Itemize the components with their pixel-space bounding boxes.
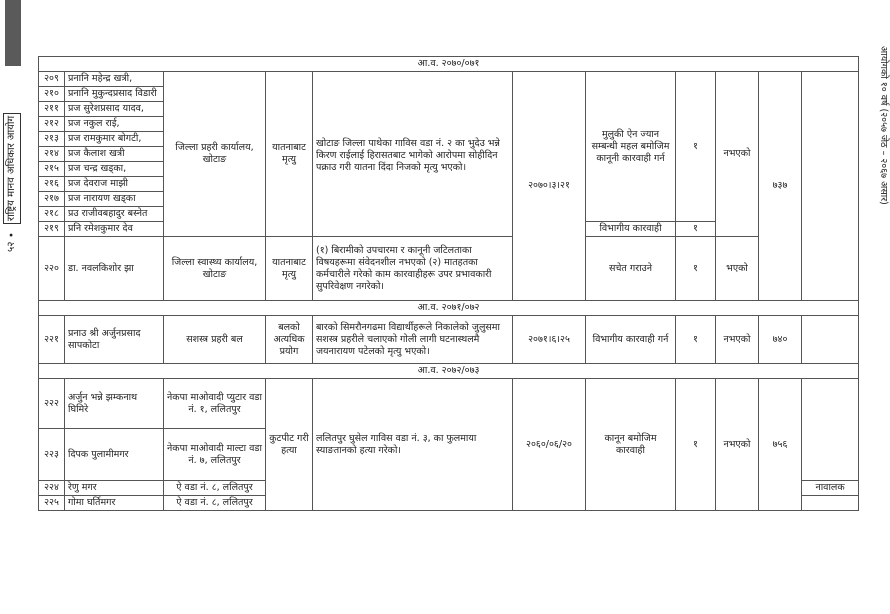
office: नेकपा माओवादी प्युटार वडा नं. १, ललितपुर: [164, 379, 266, 429]
decision-number: ७३७: [759, 72, 802, 301]
decision-date: २०७१।६।२५: [513, 316, 586, 364]
serial-number: २२२: [39, 379, 65, 429]
incident-description: बारको सिमरौनगढमा विद्यार्थीहरूले निकालेको जुलुसमा सशस्त्र प्रहरीले चलाएको गोली लागी घटनास्थलमै जयनारायण पटेलको मृत्यु भएको।: [313, 316, 513, 364]
serial-number: २१५: [39, 162, 65, 177]
perpetrator-name: प्रउ राजीवबहादुर बस्नेत: [65, 207, 164, 222]
incident-description: (१) बिरामीको उपचारमा र कानूनी जटिलताका विषयहरूमा संवेदनशील नभएको (२) मातहतका कर्मचारीले गरेको काम कारवाहीहरू उपर प्रभावकारी सुपरिवेक्षण नगरेको।: [313, 237, 513, 301]
serial-number: २०९: [39, 72, 65, 87]
decision-number: ७५६: [759, 379, 802, 511]
perpetrator-name: दिपक पुलामीमगर: [65, 429, 164, 481]
incident-description: खोटाङ जिल्ला पाथेका गाविस वडा नं. २ का भुदेउ भन्ने किरण राईलाई हिरासतबाट भागेको आरोपमा सोहीदिन पक्राउ गरी यातना दिंदा निजको मृत्यु भएको।: [313, 72, 513, 237]
serial-number: २१७: [39, 192, 65, 207]
remark-minor: नावालक: [802, 481, 859, 496]
perpetrator-name: डा. नवलकिशोर झा: [65, 237, 164, 301]
remarks: [802, 379, 859, 481]
perpetrator-name: प्रनानि महेन्द्र खत्री,: [65, 72, 164, 87]
remarks: [802, 72, 859, 301]
office: जिल्ला स्वास्थ्य कार्यालय, खोटाङ: [164, 237, 266, 301]
incident-description: ललितपुर घुसेल गाविस वडा नं. ३, का फुलमाया स्याङतानको हत्या गरेको।: [313, 379, 513, 511]
serial-number: २२१: [39, 316, 65, 364]
decision-date: २०६०/०६/२०: [513, 379, 586, 511]
implementation-status: नभएको: [716, 316, 759, 364]
perpetrator-name: प्रज नकुल राई,: [65, 117, 164, 132]
perpetrator-name: प्रज देवराज माझी: [65, 177, 164, 192]
implementation-status: भएको: [716, 237, 759, 301]
serial-number: २११: [39, 102, 65, 117]
serial-number: २२४: [39, 481, 65, 496]
perpetrator-name: गोमा घर्तिमगर: [65, 496, 164, 511]
serial-number: २२५: [39, 496, 65, 511]
decision-date: २०७०।३।२१: [513, 72, 586, 301]
perpetrator-name: प्रनि रमेशकुमार देव: [65, 222, 164, 237]
recommended-action: विभागीय कारवाही: [586, 222, 676, 237]
office: नेकपा माओवादी माल्टा वडा नं. ७, ललितपुर: [164, 429, 266, 481]
perpetrator-name: प्रनानि मुकुन्दप्रसाद विडारी: [65, 87, 164, 102]
violation-type: कुटपीट गरी हत्या: [266, 379, 313, 511]
serial-number: २१९: [39, 222, 65, 237]
serial-number: २१६: [39, 177, 65, 192]
count: १: [676, 72, 716, 222]
decision-number: ७४०: [759, 316, 802, 364]
perpetrator-name: प्रज सुरेशप्रसाद यादव,: [65, 102, 164, 117]
implementation-status: नभएको: [716, 379, 759, 511]
serial-number: २१०: [39, 87, 65, 102]
perpetrator-name: प्रज चन्द्र खड्का,: [65, 162, 164, 177]
implementation-status: नभएको: [716, 72, 759, 237]
serial-number: २१४: [39, 147, 65, 162]
recommended-action: विभागीय कारवाही गर्न: [586, 316, 676, 364]
left-running-header: ५२ • राष्ट्रिय मानव अधिकार आयोग: [2, 72, 22, 252]
serial-number: २१२: [39, 117, 65, 132]
perpetrator-name: अर्जुन भन्ने झम्कनाथ घिमिरे: [65, 379, 164, 429]
fiscal-year-header: आ.व. २०७२/०७३: [39, 364, 859, 379]
violation-type: यातनाबाट मृत्यु: [266, 72, 313, 237]
violation-type: यातनाबाट मृत्यु: [266, 237, 313, 301]
perpetrator-name: प्रज रामकुमार बोगटी,: [65, 132, 164, 147]
page-number: ५२: [6, 241, 17, 252]
office: ऐ वडा नं. ८, ललितपुर: [164, 496, 266, 511]
count: १: [676, 316, 716, 364]
recommended-action: मुलुकी ऐन ज्यान सम्बन्धी महल बमोजिम कानूनी कारवाही गर्न: [586, 72, 676, 222]
office: ऐ वडा नं. ८, ललितपुर: [164, 481, 266, 496]
count: १: [676, 237, 716, 301]
left-running-title: राष्ट्रिय मानव अधिकार आयोग: [3, 113, 21, 224]
perpetrator-name: रेणु मगर: [65, 481, 164, 496]
page-tab-marker: [5, 0, 21, 66]
recommended-action: कानून बमोजिम कारवाही: [586, 379, 676, 511]
perpetrator-name: प्रज कैलाश खत्री: [65, 147, 164, 162]
perpetrator-name: प्रनाउ श्री अर्जुनप्रसाद सापकोटा: [65, 316, 164, 364]
office: जिल्ला प्रहरी कार्यालय, खोटाङ: [164, 72, 266, 237]
left-margin: [0, 0, 24, 614]
perpetrator-name: प्रज नारायण खड्का: [65, 192, 164, 207]
serial-number: २१३: [39, 132, 65, 147]
right-running-title: आयोगको १० वर्ष (२०५७ जेठ – २०६७ असार): [878, 46, 889, 205]
count: १: [676, 379, 716, 511]
office: सशस्त्र प्रहरी बल: [164, 316, 266, 364]
fiscal-year-header: आ.व. २०७१/०७२: [39, 301, 859, 316]
remarks: [802, 316, 859, 364]
fiscal-year-header: आ.व. २०७०/०७१: [39, 57, 859, 72]
records-table: [38, 56, 859, 511]
recommended-action: सचेत गराउने: [586, 237, 676, 301]
serial-number: २२०: [39, 237, 65, 301]
serial-number: २२३: [39, 429, 65, 481]
serial-number: २१८: [39, 207, 65, 222]
violation-type: बलको अत्यधिक प्रयोग: [266, 316, 313, 364]
remarks: [802, 496, 859, 511]
count: १: [676, 222, 716, 237]
